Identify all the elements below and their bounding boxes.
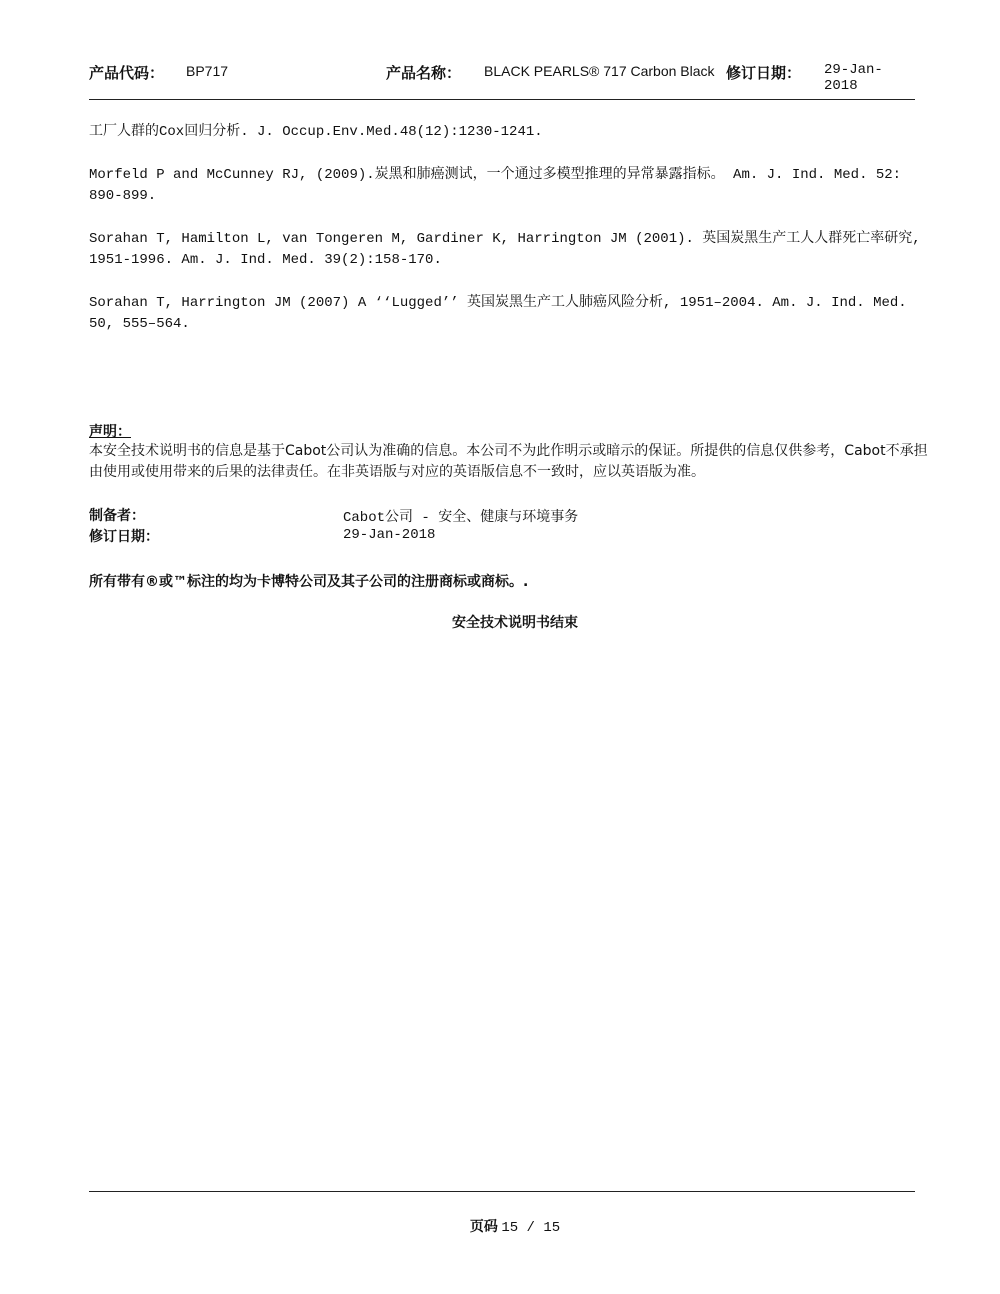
revision-date-value: 29-Jan-2018 [824, 62, 883, 94]
header-divider [89, 99, 915, 100]
footer-divider [89, 1191, 915, 1192]
product-code-label: 产品代码： [89, 64, 165, 82]
page-number: 15 / 15 [501, 1220, 561, 1236]
page-label: 页码 [469, 1219, 498, 1235]
product-name-label: 产品名称： [386, 64, 462, 82]
reference-item: Morfeld P and McCunney RJ, (2009).炭黑和肺癌测试，一个通过多模型推理的异常暴露指标。 Am. J. Ind. Med. 52: 890-899. [89, 167, 910, 204]
disclaimer-text: 本安全技术说明书的信息是基于Cabot公司认为准确的信息。本公司不为此作明示或暗示的保证。所提供的信息仅供参考，Cabot不承担由使用或使用带来的后果的法律责任。在非英语版与对应的英语版信息不一致时，应以英语版为准。 [89, 443, 928, 480]
prepared-by-label: 制备者： [89, 508, 145, 524]
revision-date-label: 修订日期： [726, 64, 802, 82]
product-code-value: BP717 [186, 63, 229, 79]
trademark-note: 所有带有®或™标注的均为卡博特公司及其子公司的注册商标或商标。. [89, 574, 529, 590]
prepared-by-value: Cabot公司 - 安全、健康与环境事务 [343, 510, 579, 526]
references-list [89, 122, 939, 335]
reference-item: 工厂人群的Cox回归分析. J. Occup.Env.Med.48(12):1230-1241. [89, 124, 543, 140]
revision-value: 29-Jan-2018 [343, 527, 436, 543]
reference-item: Sorahan T, Hamilton L, van Tongeren M, Gardiner K, Harrington JM (2001). 英国炭黑生产工人人群死亡率研究, 1951-1996. Am. J. Ind. Med. 39(2):158-170. [89, 231, 930, 268]
page-header [89, 58, 915, 94]
reference-item: Sorahan T, Harrington JM (2007) A ‘‘Lugged’’ 英国炭黑生产工人肺癌风险分析, 1951–2004. Am. J. Ind. Med. 50, 555–564. [89, 295, 916, 332]
product-name-value: BLACK PEARLS® 717 Carbon Black [484, 63, 715, 79]
disclaimer-title: 声明： [89, 424, 131, 440]
revision-label: 修订日期： [89, 529, 159, 545]
page-footer [0, 1216, 1000, 1236]
end-of-document: 安全技术说明书结束 [452, 615, 578, 631]
